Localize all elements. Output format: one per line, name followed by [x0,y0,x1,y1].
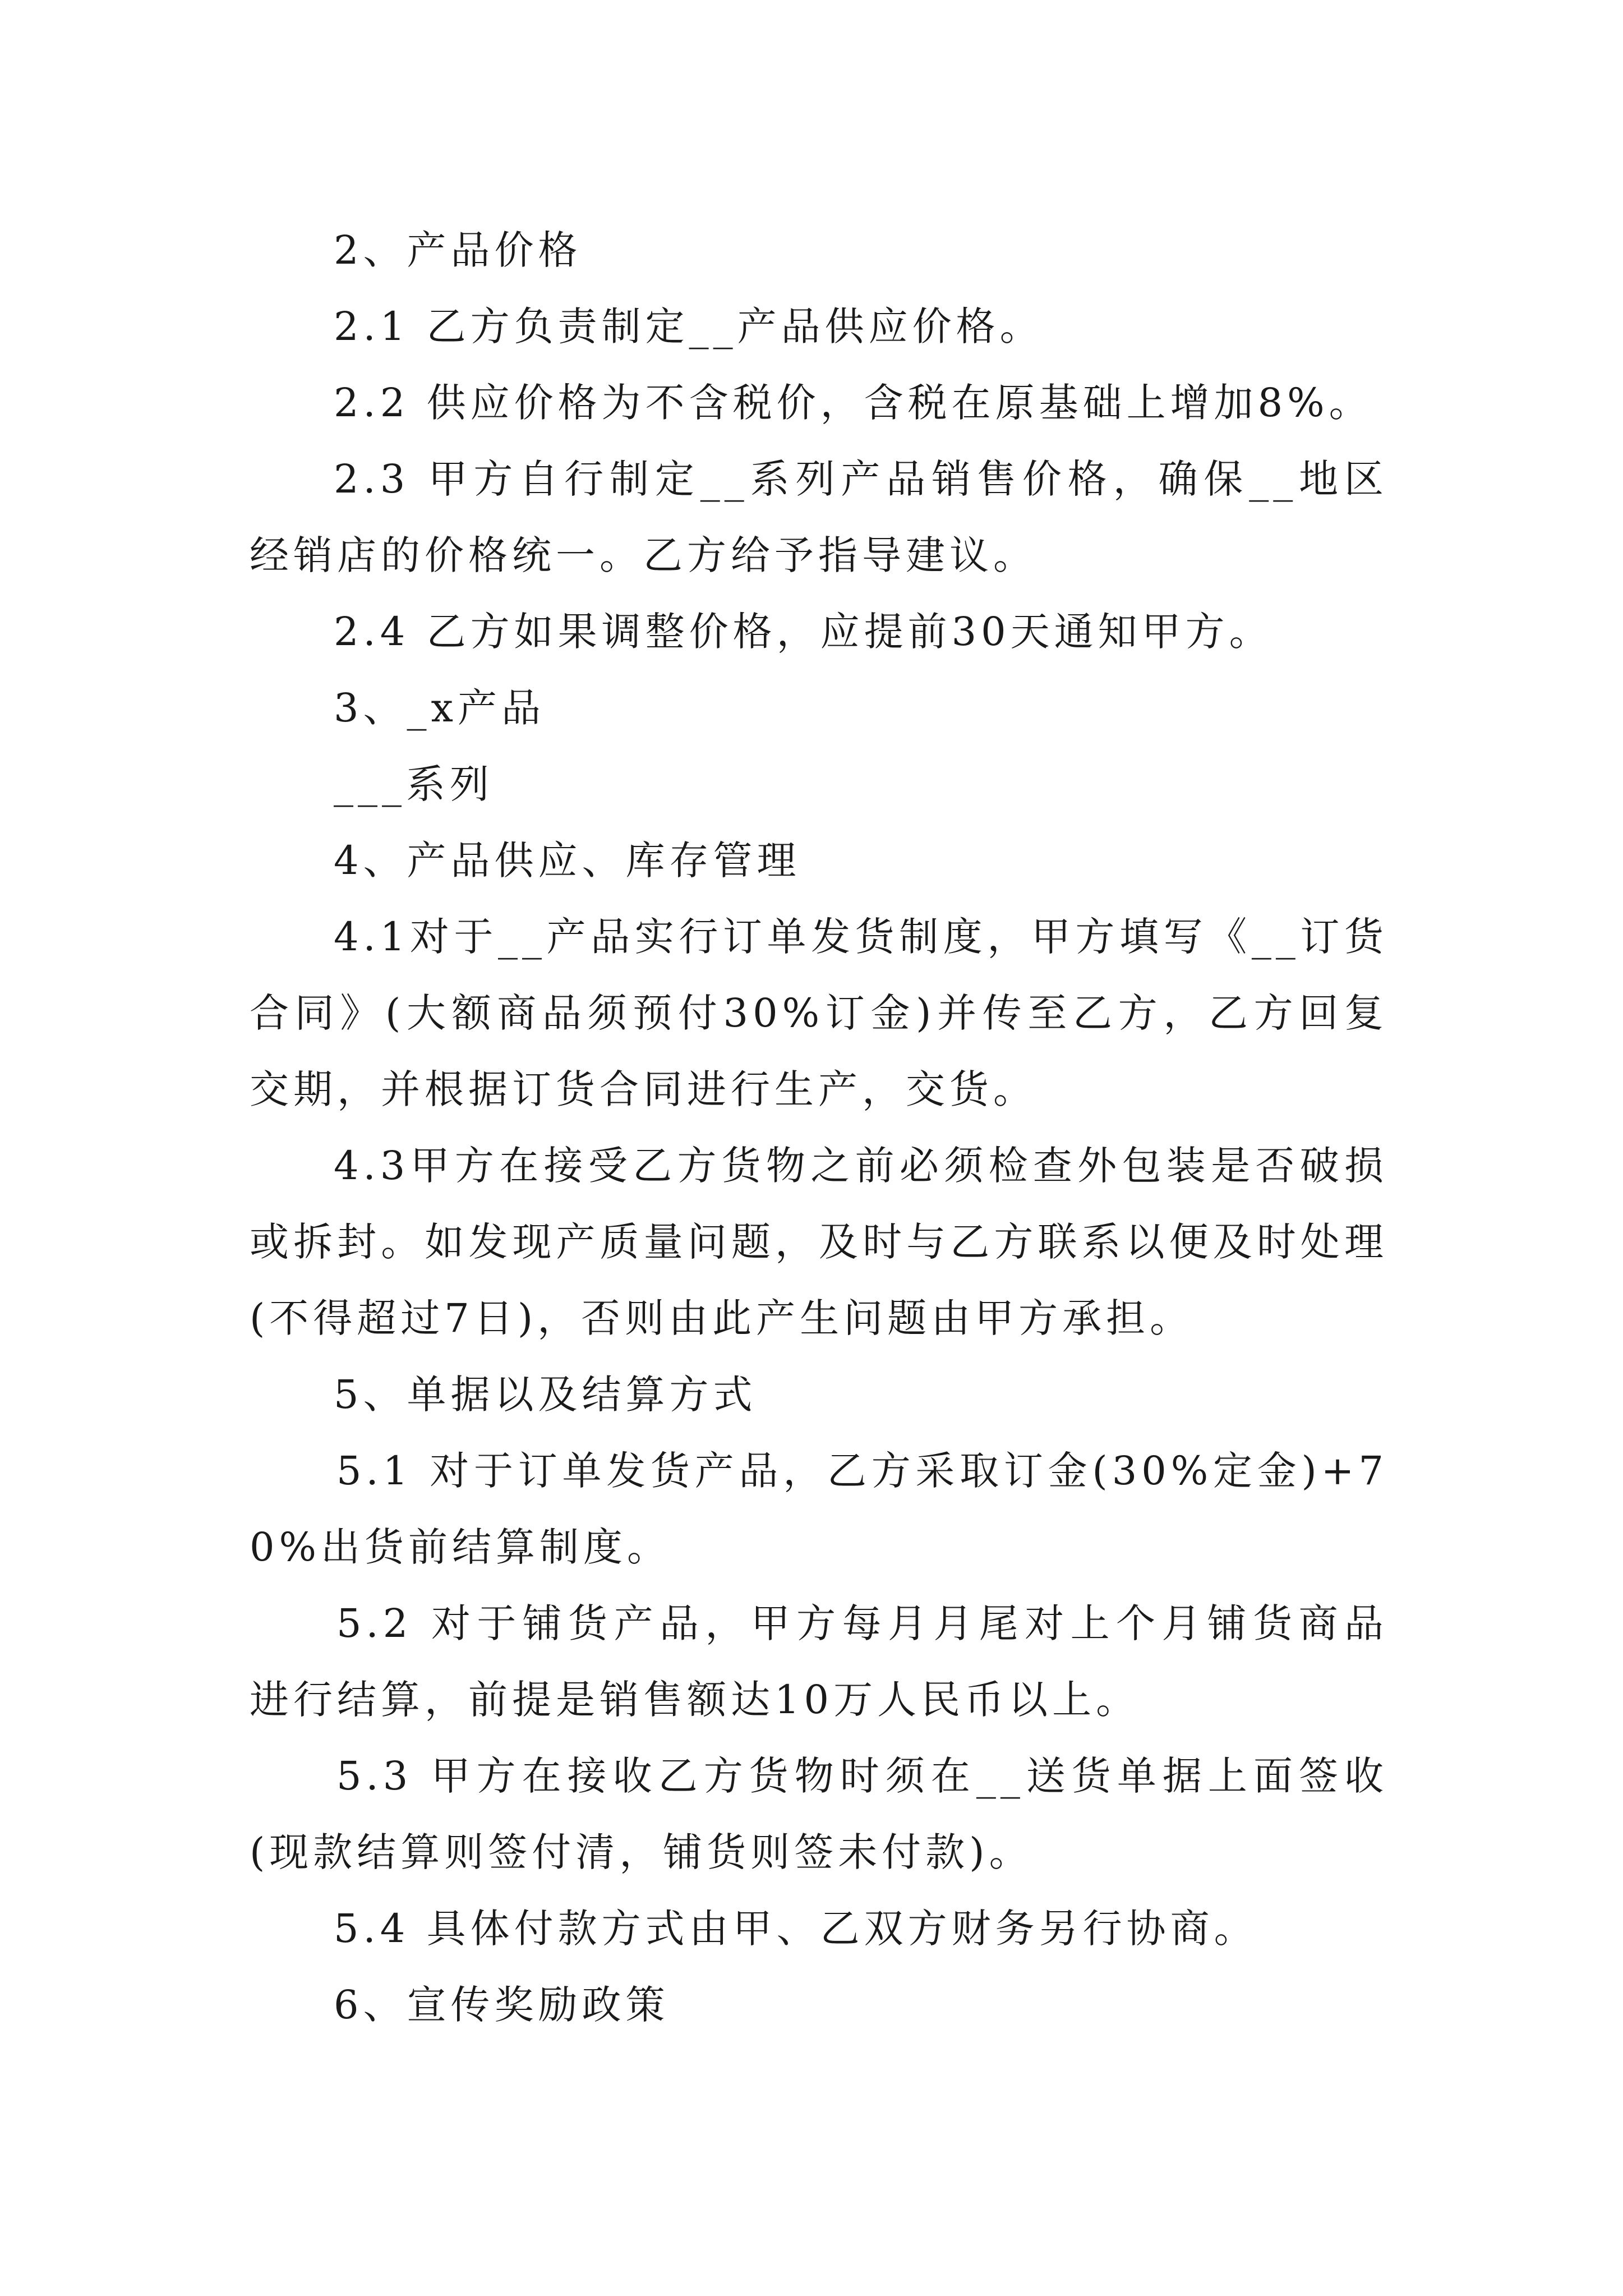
clause-4-3: 4.3甲方在接受乙方货物之前必须检查外包装是否破损或拆封。如发现产质量问题，及时与乙方联系以便及时处理(不得超过7日)，否则由此产生问题由甲方承担。 [250,1143,1388,1341]
section-heading-supply: 4、产品供应、库存管理 [334,838,801,884]
clause-4-1: 4.1对于__产品实行订单发货制度，甲方填写《__订货合同》(大额商品须预付30%订金)并传至乙方，乙方回复交期，并根据订货合同进行生产，交货。 [250,914,1388,1112]
clause-2-1: 2.1 乙方负责制定__产品供应价格。 [334,303,1044,349]
clause-2-4: 2.4 乙方如果调整价格，应提前30天通知甲方。 [334,609,1273,655]
section-heading-promotion: 6、宣传奖励政策 [334,1982,670,2028]
section-heading-price: 2、产品价格 [334,227,582,273]
clause-2-3: 2.3 甲方自行制定__系列产品销售价格，确保__地区经销店的价格统一。乙方给予指导建议。 [250,456,1388,578]
document-body [250,212,1388,2043]
section-heading-settlement: 5、单据以及结算方式 [334,1372,757,1418]
clause-5-2: 5.2 对于铺货产品，甲方每月月尾对上个月铺货商品进行结算，前提是销售额达10万人民币以上。 [250,1600,1388,1723]
clause-5-3: 5.3 甲方在接收乙方货物时须在__送货单据上面签收(现款结算则签付清，铺货则签未付款)。 [250,1753,1388,1875]
clause-2-2: 2.2 供应价格为不含税价，含税在原基础上增加8%。 [334,380,1373,426]
product-series-line: ___系列 [334,761,494,807]
section-heading-product: 3、_x产品 [334,685,546,731]
clause-5-1: 5.1 对于订单发货产品，乙方采取订金(30%定金)+70%出货前结算制度。 [250,1448,1388,1570]
clause-5-4: 5.4 具体付款方式由甲、乙双方财务另行协商。 [334,1906,1258,1952]
